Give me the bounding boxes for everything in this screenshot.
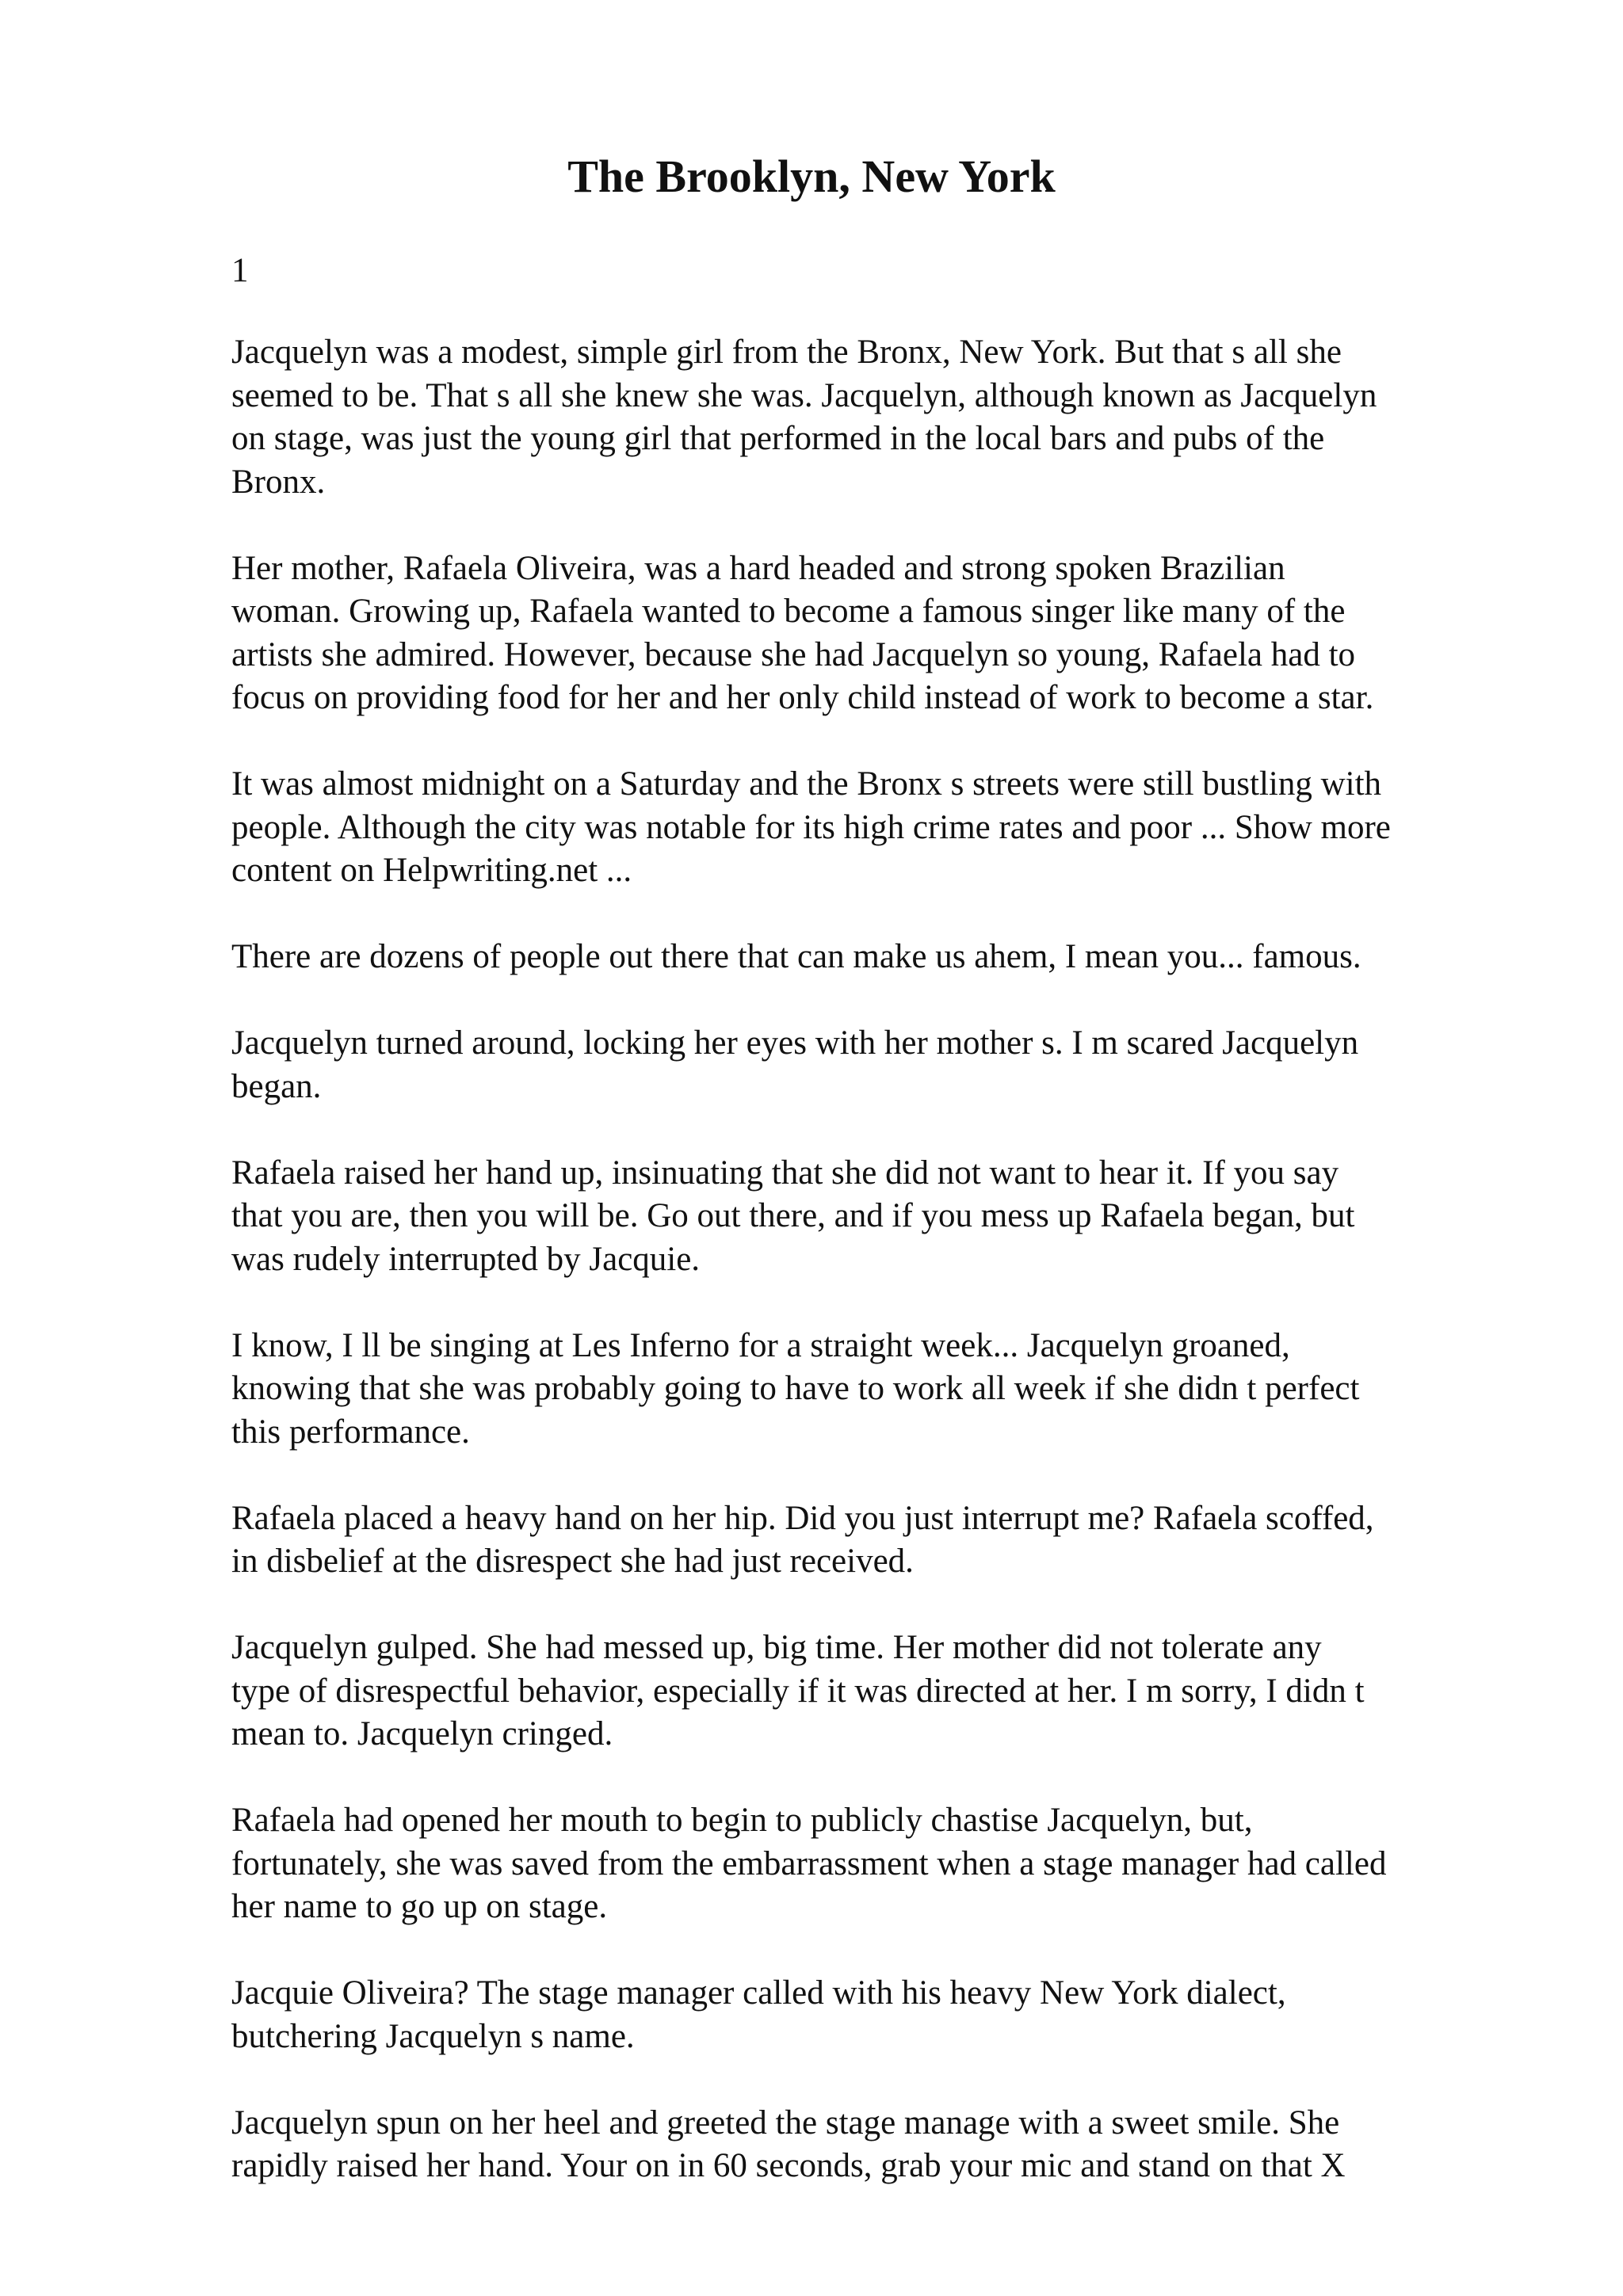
paragraph-4: There are dozens of people out there that can make us ahem, I mean you... famous.	[231, 938, 1361, 975]
paragraph-7: I know, I ll be singing at Les Inferno for a straight week... Jacquelyn groaned, knowing that she was probably going to have to work all week if she didn t perfect this performance.	[231, 1326, 1360, 1451]
paragraph-5: Jacquelyn turned around, locking her eyes with her mother s. I m scared Jacquelyn began.	[231, 1024, 1359, 1105]
paragraph-3: It was almost midnight on a Saturday and the Bronx s streets were still bustling with people. Although the city was notable for its high crime rates and poor ... Show more content on Helpwriting.net ...	[231, 765, 1391, 889]
paragraph-8: Rafaela placed a heavy hand on her hip. Did you just interrupt me? Rafaela scoffed, in disbelief at the disrespect she had just received.	[231, 1499, 1374, 1580]
document-body	[231, 331, 1507, 2188]
paragraph-11: Jacquie Oliveira? The stage manager called with his heavy New York dialect, butchering Jacquelyn s name.	[231, 1974, 1286, 2055]
paragraph-10: Rafaela had opened her mouth to begin to publicly chastise Jacquelyn, but, fortunately, she was saved from the embarrassment when a stage manager had called her name to go up on stage.	[231, 1802, 1387, 1925]
paragraph-6: Rafaela raised her hand up, insinuating that she did not want to hear it. If you say that you are, then you will be. Go out there, and if you mess up Rafaela began, but was rudely interrupted by Jacquie.	[231, 1154, 1355, 1278]
paragraph-12: Jacquelyn spun on her heel and greeted the stage manage with a sweet smile. She rapidly raised her hand. Your on in 60 seconds, grab your mic and stand on that X	[231, 2103, 1346, 2184]
paragraph-1: Jacquelyn was a modest, simple girl from the Bronx, New York. But that s all she seemed to be. That s all she knew she was. Jacquelyn, although known as Jacquelyn on stage, was just the young girl that performed in the local bars and pubs of the Bronx.	[231, 334, 1377, 501]
paragraph-2: Her mother, Rafaela Oliveira, was a hard headed and strong spoken Brazilian woman. Growing up, Rafaela wanted to become a famous singer like many of the artists she admired. However, because she had Jacquelyn so young, Rafaela had to focus on providing food for her and her only child instead of work to become a star.	[231, 549, 1374, 716]
document-title: The Brooklyn, New York	[567, 151, 1056, 202]
page-number: 1	[231, 252, 249, 289]
paragraph-9: Jacquelyn gulped. She had messed up, big time. Her mother did not tolerate any type of disrespectful behavior, especially if it was directed at her. I m sorry, I didn t mean to. Jacquelyn cringed.	[231, 1629, 1365, 1753]
